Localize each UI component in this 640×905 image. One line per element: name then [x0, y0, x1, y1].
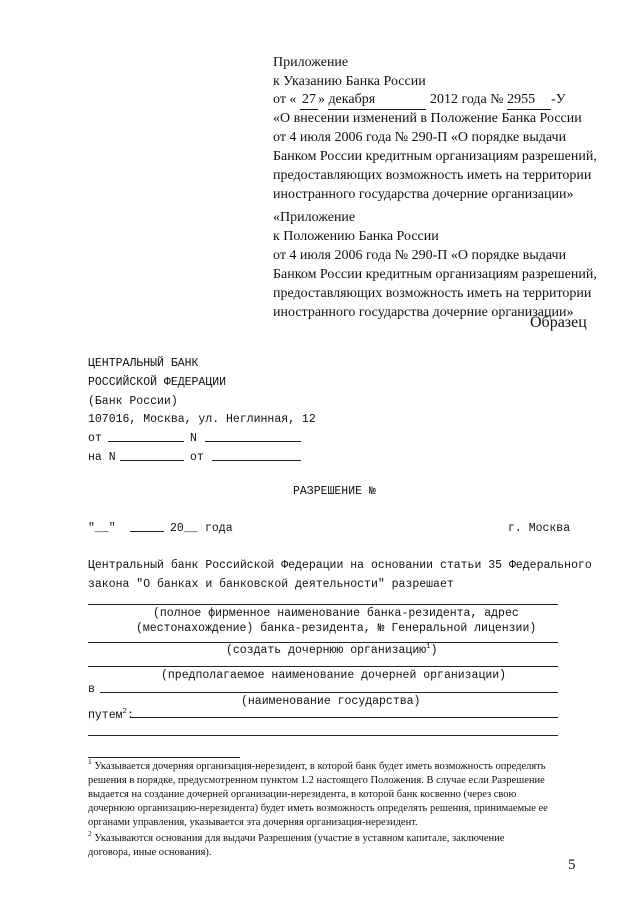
method-field-continued[interactable]	[88, 735, 558, 736]
footnote-1-line-3: выдается на создание дочерней организации-нерезидента, в которой банк косвенно (через свою	[88, 789, 517, 800]
country-field[interactable]	[100, 692, 558, 693]
footnote-separator	[88, 757, 240, 758]
ref-number-field[interactable]	[120, 460, 184, 461]
footnote-2-mark: 2	[88, 829, 92, 838]
footnote-1-line-4: дочернюю организацию-нерезидента) будет иметь возможность определять решения, принимаемые ее	[88, 803, 548, 814]
appendix-line-1: «Приложение	[273, 210, 356, 225]
date-month: декабря	[328, 90, 426, 110]
permit-day-field[interactable]: "__"	[88, 522, 116, 535]
outgoing-from-label: от	[88, 432, 102, 445]
appendix-line-3: от 4 июля 2006 года № 290-П «О порядке выдачи	[273, 248, 567, 263]
header-subject-2: от 4 июля 2006 года № 290-П «О порядке выдачи	[273, 130, 567, 145]
doc-suffix: -У	[551, 92, 566, 107]
appendix-line-5: предоставляющих возможность иметь на территории	[273, 286, 592, 301]
bank-address: 107016, Москва, ул. Неглинная, 12	[88, 413, 316, 426]
method-field[interactable]	[130, 717, 558, 718]
ref-from-label: от	[190, 451, 204, 464]
date-day: 27	[300, 90, 318, 110]
bank-name-caption-2: (местонахождение) банка-резидента, № Генеральной лицензии)	[136, 622, 537, 635]
appendix-line-2: к Положению Банка России	[273, 229, 439, 244]
sample-label: Образец	[530, 314, 587, 331]
bank-name-field[interactable]	[88, 604, 558, 605]
appendix-line-6: иностранного государства дочерние организации»	[273, 305, 574, 320]
header-date-line	[273, 90, 566, 110]
footnote-1-mark: 1	[88, 757, 92, 766]
footnote-ref-2: 2	[122, 708, 128, 716]
footnote-2	[88, 829, 505, 860]
permit-month-field[interactable]	[130, 531, 164, 532]
bank-name-line-2: РОССИЙСКОЙ ФЕДЕРАЦИИ	[88, 376, 227, 389]
footnote-1-line-2: решения в порядке, предусмотренном пунктом 1.2 настоящего Положения. В случае если Разрешение	[88, 775, 545, 786]
action-caption-text: (создать дочернюю организацию	[226, 644, 427, 657]
header-subject-4: предоставляющих возможность иметь на территории	[273, 168, 592, 183]
header-decree-ref: к Указанию Банка России	[273, 74, 426, 89]
action-caption-end: )	[430, 644, 438, 657]
footnote-ref-1: 1	[426, 643, 431, 651]
footnote-1-line-1: Указывается дочерняя организация-нерезидент, в которой банк будет иметь возможность определять	[94, 761, 546, 772]
header-appendix-title: Приложение	[273, 55, 349, 70]
country-in-label: в	[88, 683, 95, 696]
header-subject-1: «О внесении изменений в Положение Банка России	[273, 111, 582, 126]
date-year: 2012 года №	[429, 92, 504, 107]
permit-year-suffix: года	[205, 522, 233, 535]
footnote-1-line-5: органами управления, указывается эта дочерняя организация-нерезидент.	[88, 817, 418, 828]
date-mid: »	[317, 92, 325, 107]
body-text-line-1: Центральный банк Российской Федерации на основании статьи 35 Федерального	[88, 559, 592, 572]
footnote-1	[88, 757, 548, 830]
bank-name-line-1: ЦЕНТРАЛЬНЫЙ БАНК	[88, 357, 199, 370]
permit-year-field[interactable]: 20__	[170, 522, 198, 535]
ref-date-field[interactable]	[212, 460, 301, 461]
bank-name-line-3: (Банк России)	[88, 395, 178, 408]
method-label-colon: :	[127, 709, 134, 722]
outgoing-date-field[interactable]	[108, 441, 184, 442]
permit-title: РАЗРЕШЕНИЕ №	[293, 485, 376, 498]
country-caption: (наименование государства)	[241, 695, 421, 708]
ref-no-label: на N	[88, 451, 116, 464]
footnote-2-line-1: Указываются основания для выдачи Разрешения (участие в уставном капитале, заключение	[94, 833, 505, 844]
permit-city: г. Москва	[508, 522, 571, 535]
page-number: 5	[568, 857, 576, 873]
method-label	[88, 708, 134, 724]
body-text-line-2: закона "О банках и банковской деятельности" разрешает	[88, 578, 454, 591]
header-subject-5: иностранного государства дочерние организации»	[273, 187, 574, 202]
subsidiary-name-field[interactable]	[88, 666, 558, 667]
header-subject-3: Банком России кредитным организациям разрешений,	[273, 149, 597, 164]
doc-number: 2955	[507, 90, 551, 110]
action-caption	[226, 643, 438, 659]
date-prefix: от «	[273, 92, 297, 107]
bank-name-caption-1: (полное фирменное наименование банка-резидента, адрес	[153, 607, 519, 620]
outgoing-no-label: N	[190, 432, 197, 445]
method-label-text: путем	[88, 709, 123, 722]
outgoing-number-field[interactable]	[205, 441, 301, 442]
appendix-line-4: Банком России кредитным организациям разрешений,	[273, 267, 597, 282]
footnote-2-line-2: договора, иные основания).	[88, 847, 212, 858]
subsidiary-name-caption: (предполагаемое наименование дочерней организации)	[161, 669, 507, 682]
